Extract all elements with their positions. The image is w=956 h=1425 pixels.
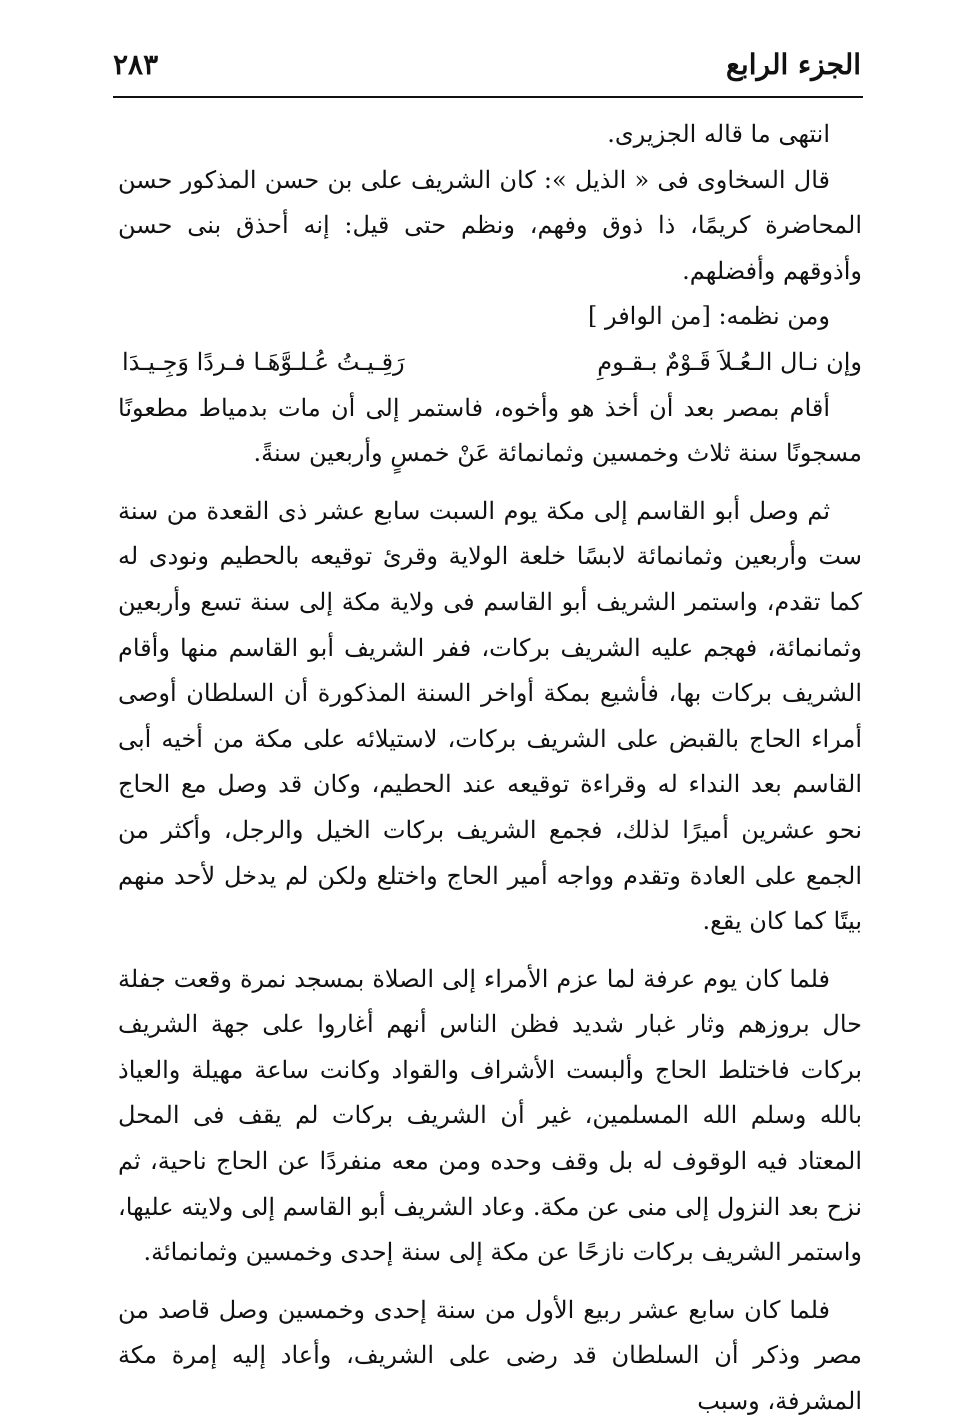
paragraph-4: أقام بمصر بعد أن أخذ هو وأخوه، فاستمر إلى أن مات بدمياط مطعونًا مسجونًا سنة ثلاث وخمسين وثمانمائة عَنْ خمسٍ وأربعين سنةً.: [118, 393, 862, 468]
running-head: الجزء الرابع: [726, 48, 861, 81]
header-rule: [113, 96, 863, 98]
verse-line: [118, 340, 862, 386]
body-text: [118, 112, 862, 1425]
paragraph-5: ثم وصل أبو القاسم إلى مكة يوم السبت سابع عشر ذى القعدة من سنة ست وأربعين وثمانمائة لابسًا خلعة الولاية وقرئ توقيعه بالحطيم ونودى له كما تقدم، واستمر الشريف أبو القاسم فى ولاية مكة إلى سنة تسع وأربعين وثمانمائة، فهجم عليه الشريف بركات، ففر الشريف أبو القاسم منها وأقام الشريف بركات بها، فأشيع بمكة أواخر السنة المذكورة أن السلطان أوصى أمراء الحاج بالقبض على الشريف بركات، لاستيلائه على مكة من أخيه أبى القاسم بعد النداء له وقراءة توقيعه عند الحطيم، وكان قد وصل مع الحاج نحو عشرين أميرًا لذلك، فجمع الشريف بركات الخيل والرجل، وأكثر من الجمع على العادة وتقدم وواجه أمير الحاج واختلع ولكن لم يدخل لأحد منهم بيتًا كما كان يقع.: [118, 496, 862, 936]
paragraph-2: قال السخاوى فى « الذيل »: كان الشريف على بن حسن المذكور حسن المحاضرة كريمًا، ذا ذوق وفهم، ونظم حتى قيل: إنه أحذق بنى حسن وأذوقهم وأفضلهم.: [118, 165, 862, 285]
verse-first-hemistich: وإن نـال الـعُـلاَ قَـوْمٌ بـقـومِ: [597, 347, 862, 376]
verse-intro: ومن نظمه: [من الوافر ]: [587, 302, 830, 331]
paragraph-7: فلما كان سابع عشر ربيع الأول من سنة إحدى وخمسين وصل قاصد من مصر وذكر أن السلطان قد رضى على الشريف، وأعاد إليه إمرة مكة المشرفة، وسبب: [118, 1295, 862, 1416]
page-header: [113, 44, 861, 92]
paragraph-6: فلما كان يوم عرفة لما عزم الأمراء إلى الصلاة بمسجد نمرة وقعت جفلة حال بروزهم وثار غبار شديد فظن الناس أنهم أغاروا على جهة الشريف بركات فاختلط الحاج وألبست الأشراف والقواد وكانت ساعة مهيلة والعياذ بالله وسلم الله المسلمين، غير أن الشريف بركات لم يقف فى المحل المعتاد فيه الوقوف له بل وقف وحده ومن معه منفردًا عن الحاج ناحية، ثم نزح بعد النزول إلى منى عن مكة. وعاد الشريف أبو القاسم إلى ولايته عليها، واستمر الشريف بركات نازحًا عن مكة إلى سنة إحدى وخمسين وثمانمائة.: [118, 964, 863, 1267]
verse-second-hemistich: رَقِـيـتُ عُـلـوَّهَـا فـردًا وَجِـيـدَا: [122, 347, 405, 376]
paragraph-1: انتهى ما قاله الجزيرى.: [607, 120, 830, 148]
page-number: ٢٨٣: [113, 48, 159, 81]
